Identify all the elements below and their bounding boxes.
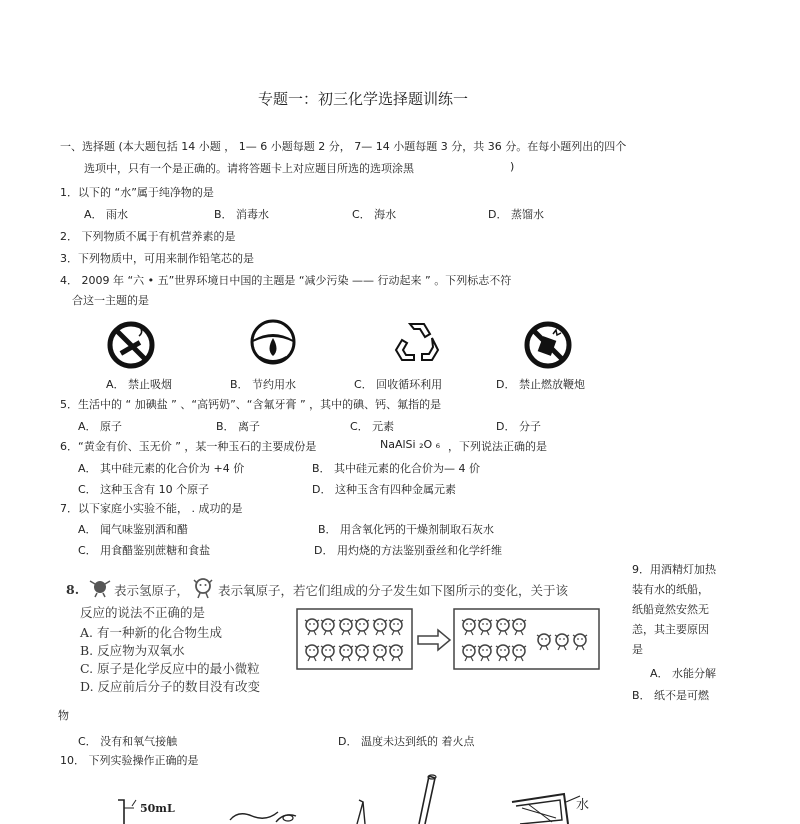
q5-stem: 5．生活中的 “ 加碘盐 ” 、“高钙奶”、“含氟牙膏 ” ，其中的碘、钙、氟指的是 bbox=[60, 398, 442, 411]
q8-option-d: D. 反应前后分子的数目没有改变 bbox=[80, 679, 261, 694]
hydrogen-atom-icon bbox=[86, 578, 114, 598]
save-water-icon bbox=[248, 318, 298, 370]
no-smoking-icon bbox=[106, 320, 156, 370]
q9-option-c: C． 没有和氧气接触 bbox=[78, 735, 178, 748]
no-firecrackers-icon bbox=[523, 320, 573, 370]
q6-stem: 6．“黄金有价、玉无价 ” ，某一种玉石的主要成份是 bbox=[60, 440, 317, 453]
page-title: 专题一：初三化学选择题训练一 bbox=[258, 90, 469, 108]
q9-line4: 恙，其主要原因 bbox=[632, 623, 709, 636]
q1-option-a: A． 雨水 bbox=[84, 208, 129, 221]
q6-option-d: D． 这种玉含有四种金属元素 bbox=[312, 483, 456, 496]
q8-number: 8. bbox=[66, 582, 80, 597]
q5-option-c: C． 元素 bbox=[350, 420, 395, 433]
oxygen-atom-icon bbox=[190, 576, 216, 600]
q9-option-a: A． 水能分解 bbox=[650, 667, 717, 680]
q7-option-b: B． 用含氧化钙的干燥剂制取石灰水 bbox=[318, 523, 495, 536]
q8-option-b: B. 反应物为双氧水 bbox=[80, 643, 185, 658]
q8-text-a: 表示氢原子， bbox=[114, 583, 190, 598]
q7-option-d: D． 用灼烧的方法鉴别蚕丝和化学纤维 bbox=[314, 544, 502, 557]
q6-stem-end: ，下列说法正确的是 bbox=[448, 440, 547, 453]
q6-formula: NaAlSi ₂O ₆ bbox=[380, 438, 441, 451]
q9-line1: 9．用酒精灯加热 bbox=[632, 563, 716, 576]
q4-option-c: C． 回收循环利用 bbox=[354, 378, 443, 391]
q4-option-d: D． 禁止燃放鞭炮 bbox=[496, 378, 585, 391]
q8-line2: 反应的说法不正确的是 bbox=[80, 605, 206, 620]
dropper-icon bbox=[345, 798, 375, 824]
q9-option-d: D． 温度未达到纸的 着火点 bbox=[338, 735, 475, 748]
q10-water-label: 水 bbox=[576, 798, 590, 813]
q7-stem: 7．以下家庭小实验不能， . 成功的是 bbox=[60, 502, 243, 515]
q4-stem-line1: 4． 2009 年 “六 • 五”世界环境日中国的主题是 “减少污染 —— 行动起来 ” 。下列标志不符 bbox=[60, 274, 512, 287]
q7-option-a: A． 闻气味鉴别酒和醋 bbox=[78, 523, 189, 536]
q10-stem: 10． 下列实验操作正确的是 bbox=[60, 754, 199, 767]
section-instructions-line2: 选项中，只有一个是正确的。请将答题卡上对应题目所选的选项涂黑 bbox=[84, 162, 414, 175]
section-instructions-line1: 一、选择题 (本大题包括 14 小题 ， 1— 6 小题每题 2 分， 7— 14 小题每题 3 分，共 36 分。在每小题列出的四个 bbox=[60, 140, 627, 153]
q1-option-c: C． 海水 bbox=[352, 208, 397, 221]
q9-line3: 纸船竟然安然无 bbox=[632, 603, 709, 616]
pouring-flask-icon bbox=[226, 806, 306, 824]
q4-option-b: B． 节约用水 bbox=[230, 378, 297, 391]
q6-option-b: B． 其中硅元素的化合价为— 4 价 bbox=[312, 462, 481, 475]
q9-line5: 是 bbox=[632, 643, 643, 656]
test-tube-icon bbox=[415, 772, 439, 824]
recycle-icon bbox=[392, 318, 442, 366]
q4-stem-line2: 合这一主题的是 bbox=[72, 294, 149, 307]
q5-option-b: B． 离子 bbox=[216, 420, 261, 433]
q8-option-c: C. 原子是化学反应中的最小微粒 bbox=[80, 661, 260, 676]
q6-option-a: A． 其中硅元素的化合价为 +4 价 bbox=[78, 462, 245, 475]
reaction-diagram bbox=[294, 604, 604, 676]
q8-tail: 物 bbox=[58, 709, 69, 722]
q3-stem: 3．下列物质中，可用来制作铅笔芯的是 bbox=[60, 252, 254, 265]
section-instructions-paren: ) bbox=[510, 160, 515, 173]
q5-option-a: A． 原子 bbox=[78, 420, 123, 433]
q1-option-d: D． 蒸馏水 bbox=[488, 208, 544, 221]
q1-stem: 1．以下的 “水”属于纯净物的是 bbox=[60, 186, 214, 199]
q8-text-b: 表示氧原子，若它们组成的分子发生如下图所示的变化，关于该 bbox=[218, 583, 569, 598]
q7-option-c: C． 用食醋鉴别蔗糖和食盐 bbox=[78, 544, 211, 557]
q2-stem: 2． 下列物质不属于有机营养素的是 bbox=[60, 230, 236, 243]
q1-option-b: B． 消毒水 bbox=[214, 208, 270, 221]
q9-line2: 装有水的纸船， bbox=[632, 583, 709, 596]
q9-option-b: B． 纸不是可燃 bbox=[632, 689, 710, 702]
q5-option-d: D． 分子 bbox=[496, 420, 541, 433]
q8-option-a: A. 有一种新的化合物生成 bbox=[80, 625, 222, 640]
q6-option-c: C． 这种玉含有 10 个原子 bbox=[78, 483, 210, 496]
q4-option-a: A． 禁止吸烟 bbox=[106, 378, 173, 391]
q10-cylinder-label: 50mL bbox=[140, 802, 175, 815]
